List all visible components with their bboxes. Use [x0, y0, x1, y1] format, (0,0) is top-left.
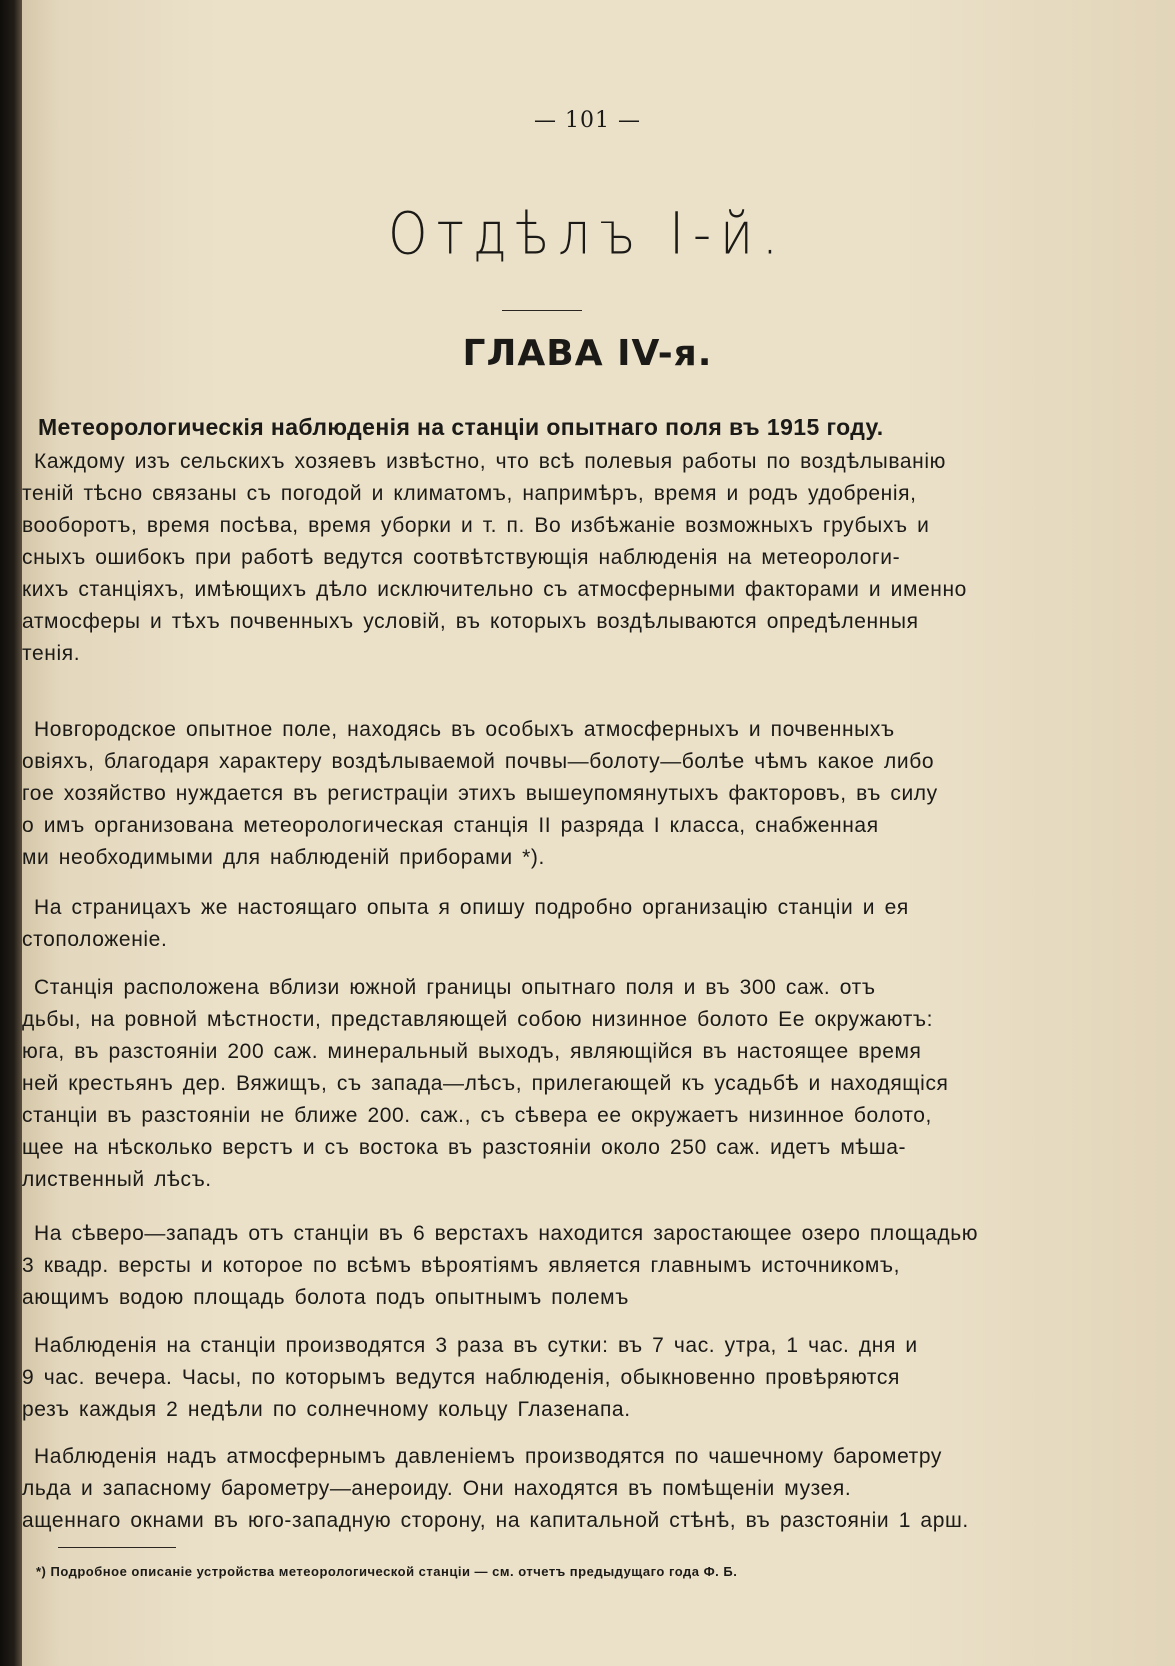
footnote: *) Подробное описаніе устройства метеорологической станціи — см. отчетъ предыдущаго года Ф. Б.: [36, 1564, 738, 1579]
text-line: На страницахъ же настоящаго опыта я опишу подробно организацію станціи и ея: [34, 896, 909, 919]
text-line: стоположеніе.: [22, 928, 168, 951]
text-line: вооборотъ, время посѣва, время уборки и т. п. Во избѣжаніе возможныхъ грубыхъ и: [22, 514, 930, 537]
text-line: юга, въ разстояніи 200 саж. минеральный выходъ, являющійся въ настоящее время: [22, 1040, 922, 1063]
text-line: ающимъ водою площадь болота подъ опытнымъ полемъ: [22, 1286, 629, 1309]
page-number: — 101 —: [534, 108, 641, 133]
text-line: На сѣверо—западъ отъ станціи въ 6 верстахъ находится заростающее озеро площадью: [34, 1222, 979, 1245]
text-line: тенія.: [22, 642, 81, 665]
text-line: щее на нѣсколько верстъ и съ востока въ разстояніи около 250 саж. идетъ мѣша-: [22, 1136, 907, 1159]
text-line: 3 квадр. версты и которое по всѣмъ вѣроятіямъ является главнымъ источникомъ,: [22, 1254, 901, 1277]
paragraph: [0, 1441, 1085, 1537]
text-line: льда и запасному барометру—анероиду. Они находятся въ помѣщеніи музея.: [22, 1477, 852, 1500]
text-line: Станція расположена вблизи южной границы опытнаго поля и въ 300 саж. отъ: [34, 976, 876, 999]
section-title: Отдѣлъ I-й.: [388, 200, 787, 268]
title-divider: [502, 310, 582, 311]
article-heading: Метеорологическія наблюденія на станціи опытнаго поля въ 1915 году.: [38, 414, 884, 440]
text-line: ащеннаго окнами въ юго-западную сторону, на капитальной стѣнѣ, въ разстояніи 1 арш.: [22, 1509, 969, 1532]
paragraph: [0, 972, 1085, 1196]
text-line: кихъ станціяхъ, имѣющихъ дѣло исключительно съ атмосферными факторами и именно: [22, 578, 967, 601]
footnote-divider: [58, 1547, 176, 1548]
text-line: Наблюденія надъ атмосфернымъ давленіемъ производятся по чашечному барометру: [34, 1445, 943, 1468]
text-line: о имъ организована метеорологическая станція II разряда I класса, снабженная: [22, 814, 879, 837]
text-line: ней крестьянъ дер. Вяжищъ, съ запада—лѣсъ, прилегающей къ усадьбѣ и находящіся: [22, 1072, 949, 1095]
paragraph: [0, 446, 1085, 670]
text-line: Новгородское опытное поле, находясь въ особыхъ атмосферныхъ и почвенныхъ: [34, 718, 895, 741]
chapter-title: ГЛАВА IV-я.: [462, 333, 713, 374]
text-line: Каждому изъ сельскихъ хозяевъ извѣстно, что всѣ полевыя работы по воздѣлыванію: [34, 450, 946, 473]
paragraph: [0, 1330, 1085, 1426]
text-line: атмосферы и тѣхъ почвенныхъ условій, въ которыхъ воздѣлываются опредѣленныя: [22, 610, 919, 633]
text-line: ми необходимыми для наблюденій приборами *).: [22, 846, 545, 869]
text-line: лиственный лѣсъ.: [22, 1168, 212, 1191]
text-line: резъ каждыя 2 недѣли по солнечному кольцу Глазенапа.: [22, 1398, 631, 1421]
text-line: теній тѣсно связаны съ погодой и климатомъ, напримѣръ, время и родъ удобренія,: [22, 482, 917, 505]
text-line: сныхъ ошибокъ при работѣ ведутся соотвѣтствующія наблюденія на метеорологи-: [22, 546, 901, 569]
text-line: 9 час. вечера. Часы, по которымъ ведутся наблюденія, обыкновенно провѣряются: [22, 1366, 900, 1389]
text-line: гое хозяйство нуждается въ регистраціи этихъ вышеупомянутыхъ факторовъ, въ силу: [22, 782, 938, 805]
text-line: станціи въ разстояніи не ближе 200. саж., съ сѣвера ее окружаетъ низинное болото,: [22, 1104, 932, 1127]
text-line: Наблюденія на станціи производятся 3 раза въ сутки: въ 7 час. утра, 1 час. дня и: [34, 1334, 918, 1357]
paragraph: [0, 1218, 1085, 1314]
text-line: дьбы, на ровной мѣстности, представляющей собою низинное болото Ее окружаютъ:: [22, 1008, 934, 1031]
paragraph: [0, 892, 1085, 956]
paragraph: [0, 714, 1085, 874]
text-line: овіяхъ, благодаря характеру воздѣлываемой почвы—болоту—болѣе чѣмъ какое либо: [22, 750, 935, 773]
